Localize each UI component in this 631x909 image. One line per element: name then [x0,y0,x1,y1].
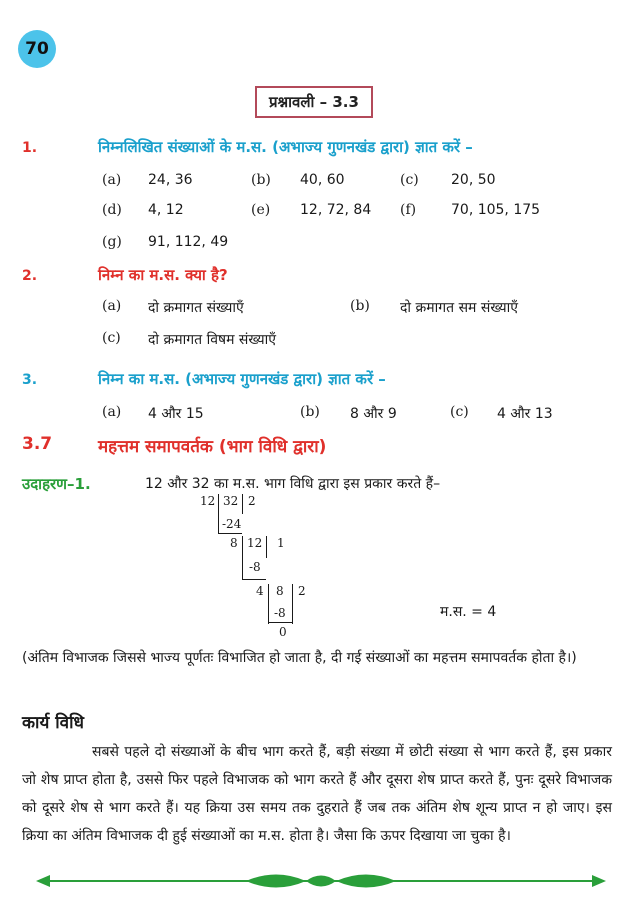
question-2-number: 2. [22,268,38,284]
division-rule [268,622,292,623]
division-quotient: 2 [298,584,306,598]
section-number: 3.7 [22,434,53,454]
division-bracket [268,584,269,624]
division-dividend: 12 [247,536,263,550]
division-bracket [292,584,293,624]
example-label: उदाहरण–1. [22,475,91,493]
q3-option-value: 4 और 15 [148,406,204,422]
q3-option-label: (b) [300,404,320,420]
division-divisor: 12 [200,494,216,508]
section-title: महत्तम समापवर्तक (भाग विधि द्वारा) [98,437,327,457]
method-heading: कार्य विधि [22,713,84,733]
question-2-text: निम्न का म.स. क्या है? [98,266,228,284]
question-1-text: निम्नलिखित संख्याओं के म.स. (अभाज्य गुणनखंड द्वारा) ज्ञात करें – [98,138,473,156]
q1-option-label: (f) [400,202,417,218]
q3-option-value: 4 और 13 [497,406,553,422]
division-bracket [218,494,219,534]
q3-option-label: (c) [450,404,469,420]
division-dividend: 8 [276,584,284,598]
q1-option-value: 20, 50 [451,172,496,188]
q1-option-value: 12, 72, 84 [300,202,372,218]
division-quotient: 1 [277,536,285,550]
division-subtract: -8 [249,560,261,574]
division-remainder: 0 [279,625,287,639]
division-subtract: -8 [274,606,286,620]
division-bracket [242,536,243,580]
q1-option-value: 24, 36 [148,172,193,188]
q2-option-value: दो क्रमागत विषम संख्याएँ [148,332,277,348]
q1-option-label: (d) [102,202,122,218]
division-rule [242,579,266,580]
question-3-text: निम्न का म.स. (अभाज्य गुणनखंड द्वारा) ज्ञात करें – [98,370,386,388]
q2-option-value: दो क्रमागत संख्याएँ [148,300,244,316]
q1-option-value: 4, 12 [148,202,184,218]
q2-option-label: (b) [350,298,370,314]
q1-option-value: 40, 60 [300,172,345,188]
q1-option-label: (g) [102,234,122,250]
page-number-badge [18,30,56,68]
question-3-number: 3. [22,372,38,388]
page-number: 70 [25,39,49,59]
q1-option-label: (e) [251,202,271,218]
method-paragraph: सबसे पहले दो संख्याओं के बीच भाग करते हैं, बड़ी संख्या में छोटी संख्या से भाग करते हैं, इस प्रकार जो शेष प्राप्त होता है, उससे फिर पहले विभाजक को भाग करते हैं और दूसरा शेष प्राप्त करते हैं, पुनः दूसरे विभाजक को दूसरे शेष से भाग करते हैं। यह क्रिया उस समय तक दुहराते हैं जब तक अंतिम शेष शून्य प्राप्त न हो जाए। इस क्रिया का अंतिम विभाजक दी हुई संख्याओं का म.स. होता है। जैसा कि ऊपर दिखाया जा चुका है। [22,744,612,844]
q3-option-label: (a) [102,404,122,420]
division-rule [218,533,242,534]
division-divisor: 8 [230,536,238,550]
q2-option-value: दो क्रमागत सम संख्याएँ [400,300,519,316]
division-dividend: 32 [223,494,239,508]
q2-option-label: (a) [102,298,122,314]
example-note: (अंतिम विभाजक जिससे भाज्य पूर्णतः विभाजित हो जाता है, दी गई संख्याओं का महत्तम समापवर्तक होता है।) [22,650,577,666]
division-bracket [266,536,267,558]
q1-option-label: (a) [102,172,122,188]
division-subtract: -24 [222,517,242,531]
exercise-title: प्रश्नावली – 3.3 [255,86,373,118]
hcf-result: म.स. = 4 [440,604,497,620]
division-bracket [242,494,243,514]
division-divisor: 4 [256,584,264,598]
q1-option-value: 91, 112, 49 [148,234,229,250]
q2-option-label: (c) [102,330,121,346]
decorative-divider [36,870,606,892]
example-text: 12 और 32 का म.स. भाग विधि द्वारा इस प्रकार करते हैं– [145,476,441,492]
question-1-number: 1. [22,140,38,156]
q1-option-label: (b) [251,172,271,188]
q1-option-label: (c) [400,172,419,188]
q3-option-value: 8 और 9 [350,406,397,422]
division-quotient: 2 [248,494,256,508]
q1-option-value: 70, 105, 175 [451,202,541,218]
